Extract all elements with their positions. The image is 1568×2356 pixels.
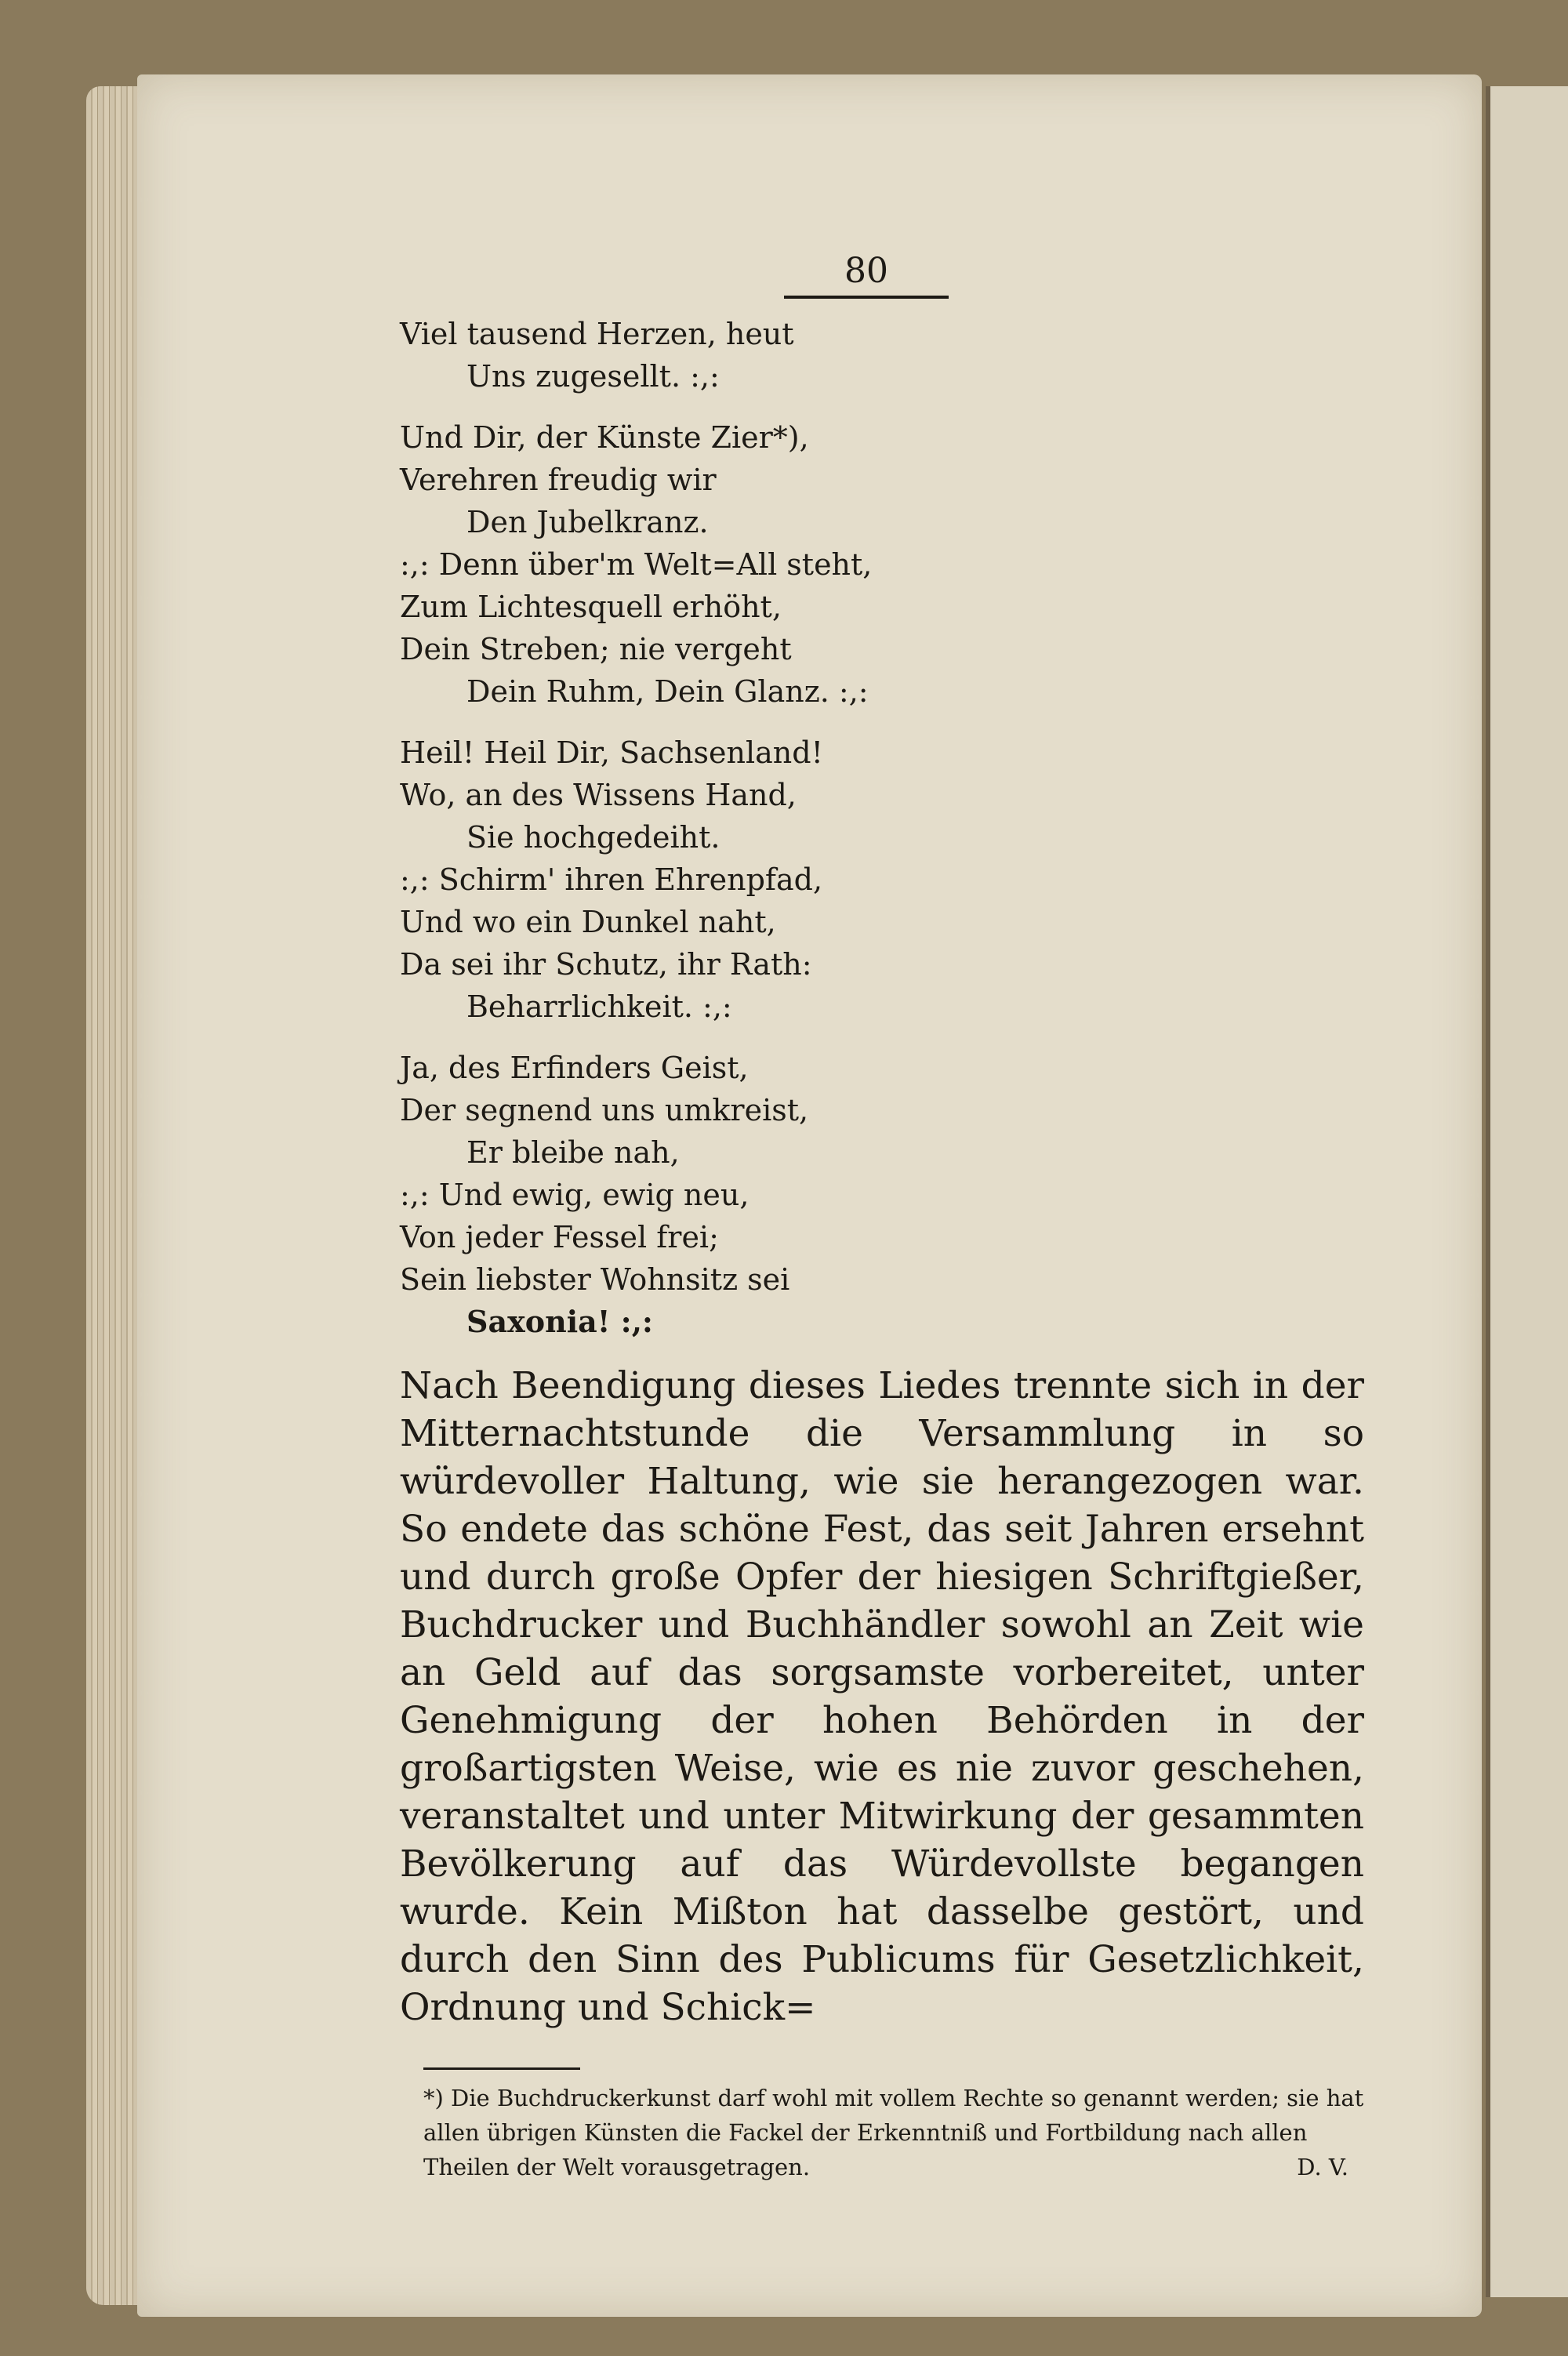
poem-line: Beharrlichkeit. :,: xyxy=(466,989,732,1024)
poem-line: :,: Denn über'm Welt=All steht, xyxy=(400,547,873,582)
poem-line: Da sei ihr Schutz, ihr Rath: xyxy=(400,947,812,982)
poem-line: Uns zugesellt. :,: xyxy=(466,359,720,394)
page-number: 80 xyxy=(784,251,949,299)
poem-line: Sein liebster Wohnsitz sei xyxy=(400,1262,790,1297)
footnote-rule xyxy=(423,2067,580,2070)
poem-line: Verehren freudig wir xyxy=(400,463,717,497)
page-content xyxy=(400,251,1364,2184)
poem-line: Den Jubelkranz. xyxy=(466,505,709,539)
poem-line: Dein Ruhm, Dein Glanz. :,: xyxy=(466,674,869,709)
poem-line: :,: Und ewig, ewig neu, xyxy=(400,1178,750,1212)
poem-stanza xyxy=(400,1047,1364,1343)
poem-line: Heil! Heil Dir, Sachsenland! xyxy=(400,735,823,770)
poem xyxy=(400,313,1364,1343)
poem-line: Dein Streben; nie vergeht xyxy=(400,632,792,666)
footnote xyxy=(400,2081,1364,2184)
poem-line: Sie hochgedeiht. xyxy=(466,820,720,855)
prose-paragraph: Nach Beendigung dieses Liedes trennte sich in der Mitternachtstunde die Versammlung in so würdevoller Haltung, wie sie herangezogen war. So endete das schöne Fest, das seit Jahren ersehnt und durch große Opfer der hiesigen Schriftgießer, Buchdrucker und Buchhändler sowohl an Zeit wie an Geld auf das sorgsamste vorbereitet, unter Genehmigung der hohen Behörden in der großartigsten Weise, wie es nie zuvor geschehen, veranstaltet und unter Mitwirkung der gesammten Bevölkerung auf das Würdevollste begangen wurde. Kein Mißton hat dasselbe gestört, und durch den Sinn des Publicums für Gesetzlichkeit, Ordnung und Schick= xyxy=(400,1364,1364,2029)
poem-line: Der segnend uns umkreist, xyxy=(400,1093,809,1127)
poem-line: Zum Lichtesquell erhöht, xyxy=(400,590,782,624)
footnote-signature: D. V. xyxy=(1297,2154,1348,2180)
poem-line: Wo, an des Wissens Hand, xyxy=(400,778,797,812)
poem-line: Viel tausend Herzen, heut xyxy=(400,317,794,351)
poem-line: Ja, des Erfinders Geist, xyxy=(400,1051,749,1085)
poem-line: Und Dir, der Künste Zier*), xyxy=(400,420,809,455)
poem-line: Er bleibe nah, xyxy=(466,1135,680,1170)
poem-line: Saxonia! :,: xyxy=(466,1304,653,1339)
poem-stanza xyxy=(400,416,1364,713)
poem-line: Und wo ein Dunkel naht, xyxy=(400,905,776,939)
poem-line: :,: Schirm' ihren Ehrenpfad, xyxy=(400,862,823,897)
poem-stanza xyxy=(400,731,1364,1028)
poem-stanza xyxy=(400,313,1364,398)
footnote-text: *) Die Buchdruckerkunst darf wohl mit vollem Rechte so genannt werden; sie hat allen übrigen Künsten die Fackel der Erkenntniß und Fortbildung nach allen Theilen der Welt vorausgetragen. xyxy=(423,2085,1364,2180)
poem-line: Von jeder Fessel frei; xyxy=(400,1220,719,1254)
facing-page-edge xyxy=(1486,86,1568,2297)
